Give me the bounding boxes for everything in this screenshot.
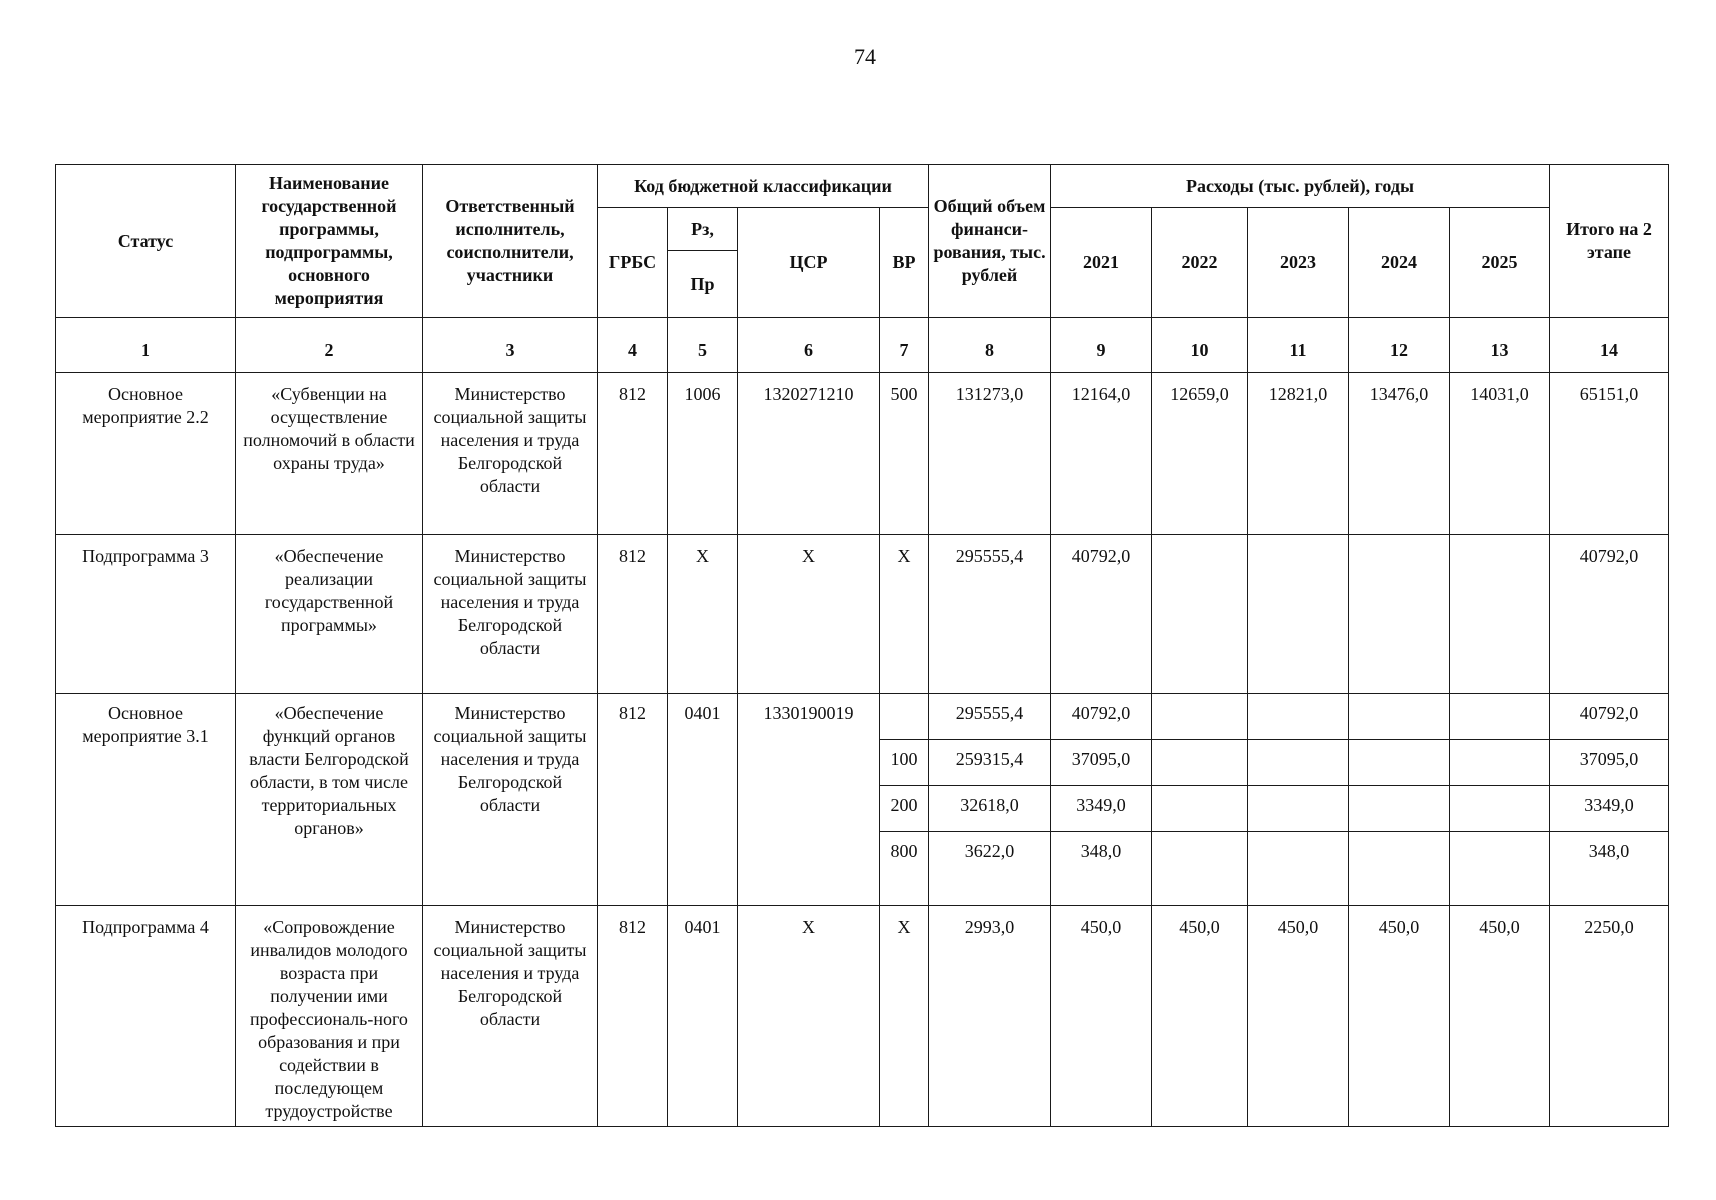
header-budget-code: Код бюджетной классификации [598,165,929,208]
header-total-volume: Общий объем финанси-рования, тыс. рублей [929,165,1051,318]
row-2023 [1248,832,1349,906]
row-2022: 450,0 [1152,906,1248,1127]
row-executor: Министерство социальной защиты населения и труда Белгородской области [423,373,598,535]
row-2025 [1450,535,1550,694]
row-vr: 200 [880,786,929,832]
row-2021: 3349,0 [1051,786,1152,832]
row-stage-total: 40792,0 [1550,535,1669,694]
row-stage-total: 3349,0 [1550,786,1669,832]
row-2022 [1152,535,1248,694]
row-status: Подпрограмма 4 [56,906,236,1127]
row-2025: 450,0 [1450,906,1550,1127]
row-grbs: 812 [598,373,668,535]
table-row [56,373,1669,535]
row-rzpr: 1006 [668,373,738,535]
row-2023 [1248,535,1349,694]
column-number: 4 [598,318,668,373]
column-number: 10 [1152,318,1248,373]
column-number: 11 [1248,318,1349,373]
row-grbs: 812 [598,694,668,906]
row-total: 3622,0 [929,832,1051,906]
row-2024 [1349,786,1450,832]
row-2021: 37095,0 [1051,740,1152,786]
table-row [56,906,1669,1127]
row-total: 259315,4 [929,740,1051,786]
column-number: 3 [423,318,598,373]
row-2021: 348,0 [1051,832,1152,906]
header-stage-total: Итого на 2 этапе [1550,165,1669,318]
row-total: 32618,0 [929,786,1051,832]
row-program-name: «Обеспечение функций органов власти Белгородской области, в том числе территориальных органов» [236,694,423,906]
row-stage-total: 65151,0 [1550,373,1669,535]
header-program-name: Наименование государственной программы, подпрограммы, основного мероприятия [236,165,423,318]
column-number: 13 [1450,318,1550,373]
table-row [56,694,1669,740]
row-2023: 12821,0 [1248,373,1349,535]
header-year-2021: 2021 [1051,208,1152,318]
row-program-name: «Обеспечение реализации государственной программы» [236,535,423,694]
row-total: 131273,0 [929,373,1051,535]
row-total: 2993,0 [929,906,1051,1127]
row-csr: Х [738,535,880,694]
row-stage-total: 37095,0 [1550,740,1669,786]
row-rzpr: Х [668,535,738,694]
column-number: 7 [880,318,929,373]
row-2023: 450,0 [1248,906,1349,1127]
page-number: 74 [854,44,876,69]
row-csr: 1320271210 [738,373,880,535]
column-number: 8 [929,318,1051,373]
row-stage-total: 2250,0 [1550,906,1669,1127]
row-program-name: «Сопровождение инвалидов молодого возраста при получении ими профессиональ-ного образования и при содействии в последующем трудоустройстве [236,906,423,1127]
row-vr: 800 [880,832,929,906]
row-2021: 12164,0 [1051,373,1152,535]
column-number: 2 [236,318,423,373]
row-status: Основное мероприятие 2.2 [56,373,236,535]
row-vr: Х [880,906,929,1127]
row-2023 [1248,786,1349,832]
row-2024 [1349,832,1450,906]
column-number: 6 [738,318,880,373]
row-status: Основное мероприятие 3.1 [56,694,236,906]
column-number: 9 [1051,318,1152,373]
header-year-2025: 2025 [1450,208,1550,318]
row-vr [880,694,929,740]
row-executor: Министерство социальной защиты населения и труда Белгородской области [423,906,598,1127]
header-year-2024: 2024 [1349,208,1450,318]
header-rz: Рз, [668,208,738,251]
row-total: 295555,4 [929,535,1051,694]
row-2025: 14031,0 [1450,373,1550,535]
row-2025 [1450,694,1550,740]
row-csr: 1330190019 [738,694,880,906]
header-status: Статус [56,165,236,318]
row-2021: 40792,0 [1051,694,1152,740]
row-2025 [1450,832,1550,906]
column-number: 12 [1349,318,1450,373]
row-total: 295555,4 [929,694,1051,740]
row-2024 [1349,535,1450,694]
row-2025 [1450,740,1550,786]
header-expenses: Расходы (тыс. рублей), годы [1051,165,1550,208]
column-number: 1 [56,318,236,373]
header-vr: ВР [880,208,929,318]
row-2024 [1349,740,1450,786]
header-grbs: ГРБС [598,208,668,318]
row-rzpr: 0401 [668,906,738,1127]
row-stage-total: 348,0 [1550,832,1669,906]
column-number: 14 [1550,318,1669,373]
row-2022 [1152,694,1248,740]
column-number-row [56,318,1669,373]
header-pr: Пр [668,251,738,318]
column-number: 5 [668,318,738,373]
header-csr: ЦСР [738,208,880,318]
table-row [56,535,1669,694]
row-rzpr: 0401 [668,694,738,906]
budget-table [55,164,1669,1127]
row-status: Подпрограмма 3 [56,535,236,694]
row-2022 [1152,832,1248,906]
row-2021: 40792,0 [1051,535,1152,694]
row-grbs: 812 [598,535,668,694]
header-executor: Ответственный исполнитель, соисполнители, участники [423,165,598,318]
row-2021: 450,0 [1051,906,1152,1127]
row-2024 [1349,694,1450,740]
row-2022: 12659,0 [1152,373,1248,535]
row-vr: 100 [880,740,929,786]
row-program-name: «Субвенции на осуществление полномочий в области охраны труда» [236,373,423,535]
row-executor: Министерство социальной защиты населения и труда Белгородской области [423,535,598,694]
row-2023 [1248,740,1349,786]
header-year-2023: 2023 [1248,208,1349,318]
row-executor: Министерство социальной защиты населения и труда Белгородской области [423,694,598,906]
row-2023 [1248,694,1349,740]
row-vr: 500 [880,373,929,535]
row-grbs: 812 [598,906,668,1127]
row-csr: Х [738,906,880,1127]
header-year-2022: 2022 [1152,208,1248,318]
row-vr: Х [880,535,929,694]
row-2022 [1152,786,1248,832]
row-2025 [1450,786,1550,832]
row-stage-total: 40792,0 [1550,694,1669,740]
row-2024: 13476,0 [1349,373,1450,535]
row-2024: 450,0 [1349,906,1450,1127]
row-2022 [1152,740,1248,786]
